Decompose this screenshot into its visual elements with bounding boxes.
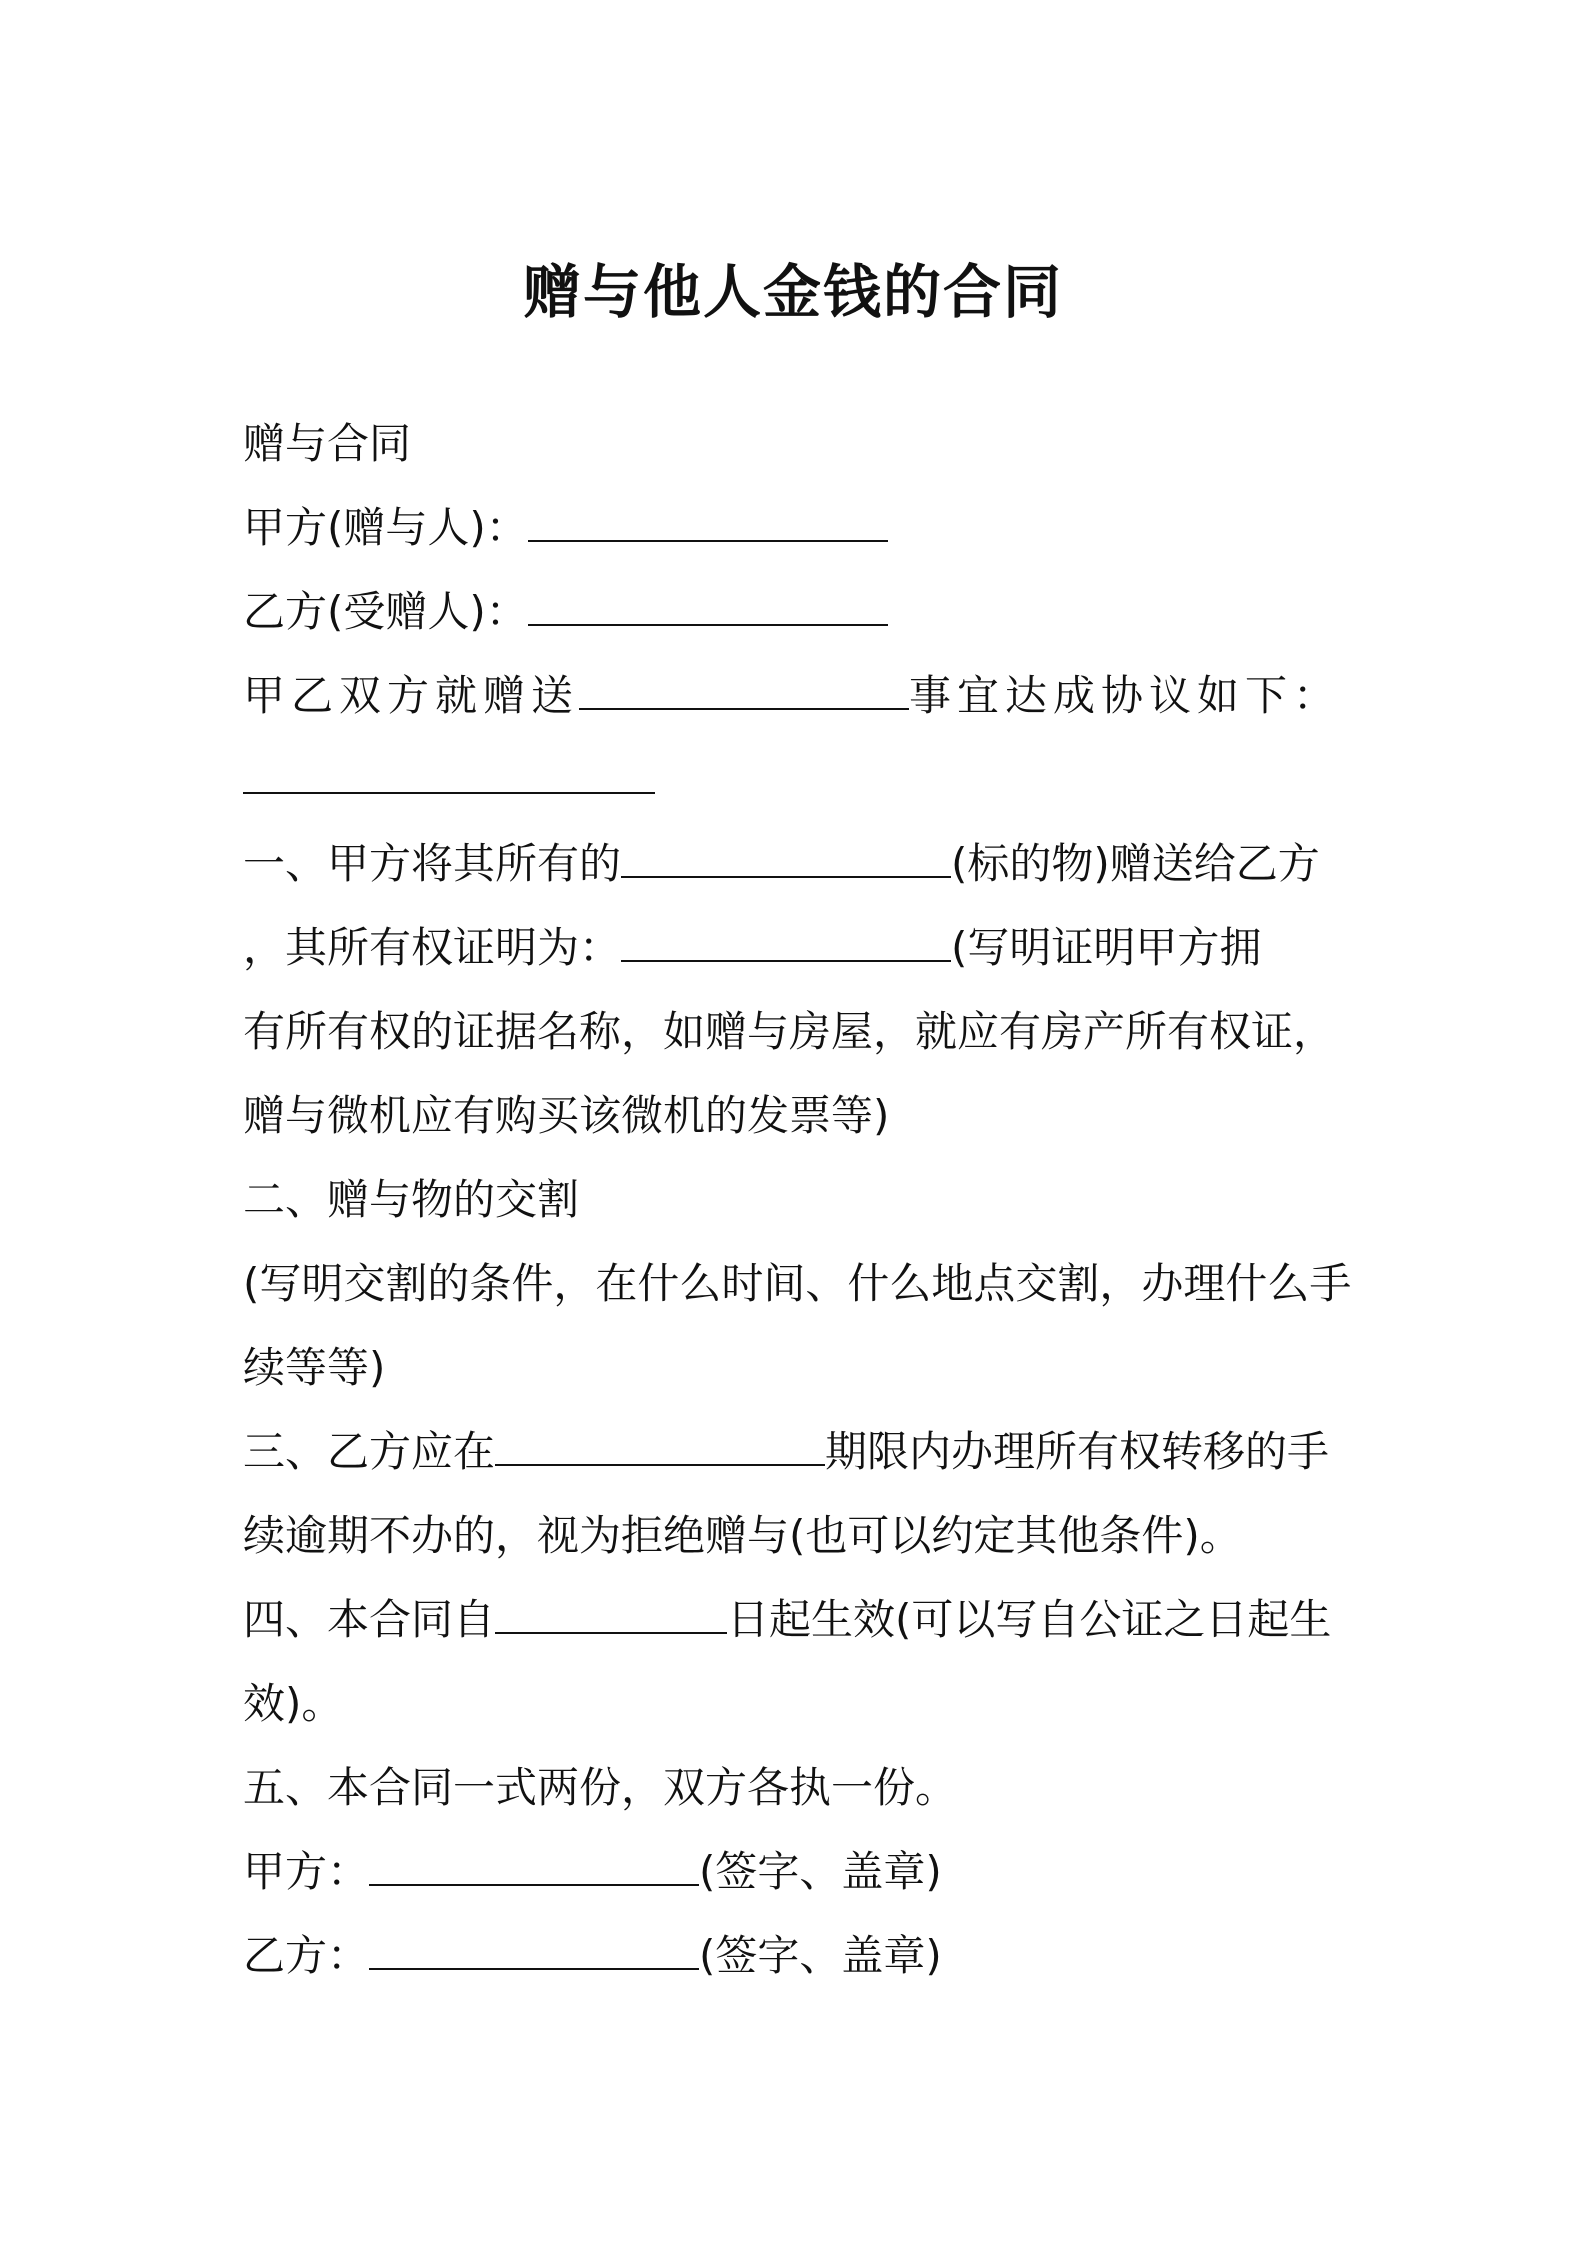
document-title: 赠与他人金钱的合同 [522, 258, 1063, 326]
signature-a-blank [369, 1854, 699, 1886]
clause2-text-a: (写明交割的条件，在什么时间、什么地点交割，办理什么手 [243, 1259, 1352, 1308]
clause1-line-1 [243, 822, 1365, 906]
party-b-blank [528, 594, 888, 626]
clause1-blank-subject [621, 846, 951, 878]
clause1-text-f: 赠与微机应有购买该微机的发票等) [243, 1091, 890, 1140]
clause4-text-a: 四、本合同自 [243, 1595, 496, 1644]
party-a-line [243, 486, 1365, 570]
solo-blank [243, 754, 655, 794]
intro-blank [579, 678, 909, 710]
clause2-line-2 [243, 1326, 1365, 1410]
clause4-text-c: 效)。 [243, 1679, 344, 1728]
party-a-label: 甲方(赠与人)： [243, 503, 528, 552]
party-b-line [243, 570, 1365, 654]
clause3-text-b: 期限内办理所有权转移的手 [825, 1427, 1330, 1476]
clause3-line-2 [243, 1494, 1365, 1578]
heading-text: 赠与合同 [243, 419, 412, 468]
clause1-blank-proof [621, 930, 951, 962]
clause2-title-line [243, 1158, 1365, 1242]
clause4-text-b: 日起生效(可以写自公证之日起生 [727, 1595, 1332, 1644]
signature-b-label: 乙方： [243, 1931, 370, 1980]
clause1-text-e: 有所有权的证据名称，如赠与房屋，就应有房产所有权证， [243, 1007, 1336, 1056]
intro-text-end: 事宜达成协议如下： [909, 671, 1342, 720]
party-a-blank [528, 510, 888, 542]
intro-text-start: 甲乙双方就赠送 [243, 671, 580, 720]
clause3-text-a: 三、乙方应在 [243, 1427, 496, 1476]
clause3-blank-period [495, 1434, 825, 1466]
clause1-line-2 [243, 906, 1365, 990]
party-b-label: 乙方(受赠人)： [243, 587, 528, 636]
clause2-line-1 [243, 1242, 1365, 1326]
solo-blank-line [243, 738, 1365, 822]
clause2-text-b: 续等等) [243, 1343, 386, 1392]
heading-line [243, 402, 1365, 486]
document-body [243, 402, 1365, 1998]
signature-a-label: 甲方： [243, 1847, 370, 1896]
clause1-text-d: (写明证明甲方拥 [951, 923, 1262, 972]
clause1-text-a: 一、甲方将其所有的 [243, 839, 622, 888]
clause5-text: 五、本合同一式两份，双方各执一份。 [243, 1763, 958, 1812]
clause1-line-3 [243, 990, 1365, 1074]
clause4-line-1 [243, 1578, 1365, 1662]
intro-line [243, 654, 1365, 738]
clause3-line-1 [243, 1410, 1365, 1494]
clause1-text-b: (标的物)赠送给乙方 [951, 839, 1320, 888]
signature-a-note: (签字、盖章) [699, 1847, 942, 1896]
clause4-line-2 [243, 1662, 1365, 1746]
signature-a-line [243, 1830, 1365, 1914]
clause2-title: 二、赠与物的交割 [243, 1175, 580, 1224]
signature-b-note: (签字、盖章) [699, 1931, 942, 1980]
clause4-blank-date [495, 1602, 727, 1634]
signature-b-blank [369, 1938, 699, 1970]
clause5-line [243, 1746, 1365, 1830]
clause1-text-c: ，其所有权证明为： [243, 923, 622, 972]
signature-b-line [243, 1914, 1365, 1998]
clause3-text-c: 续逾期不办的，视为拒绝赠与(也可以约定其他条件)。 [243, 1511, 1242, 1560]
clause1-line-4 [243, 1074, 1365, 1158]
